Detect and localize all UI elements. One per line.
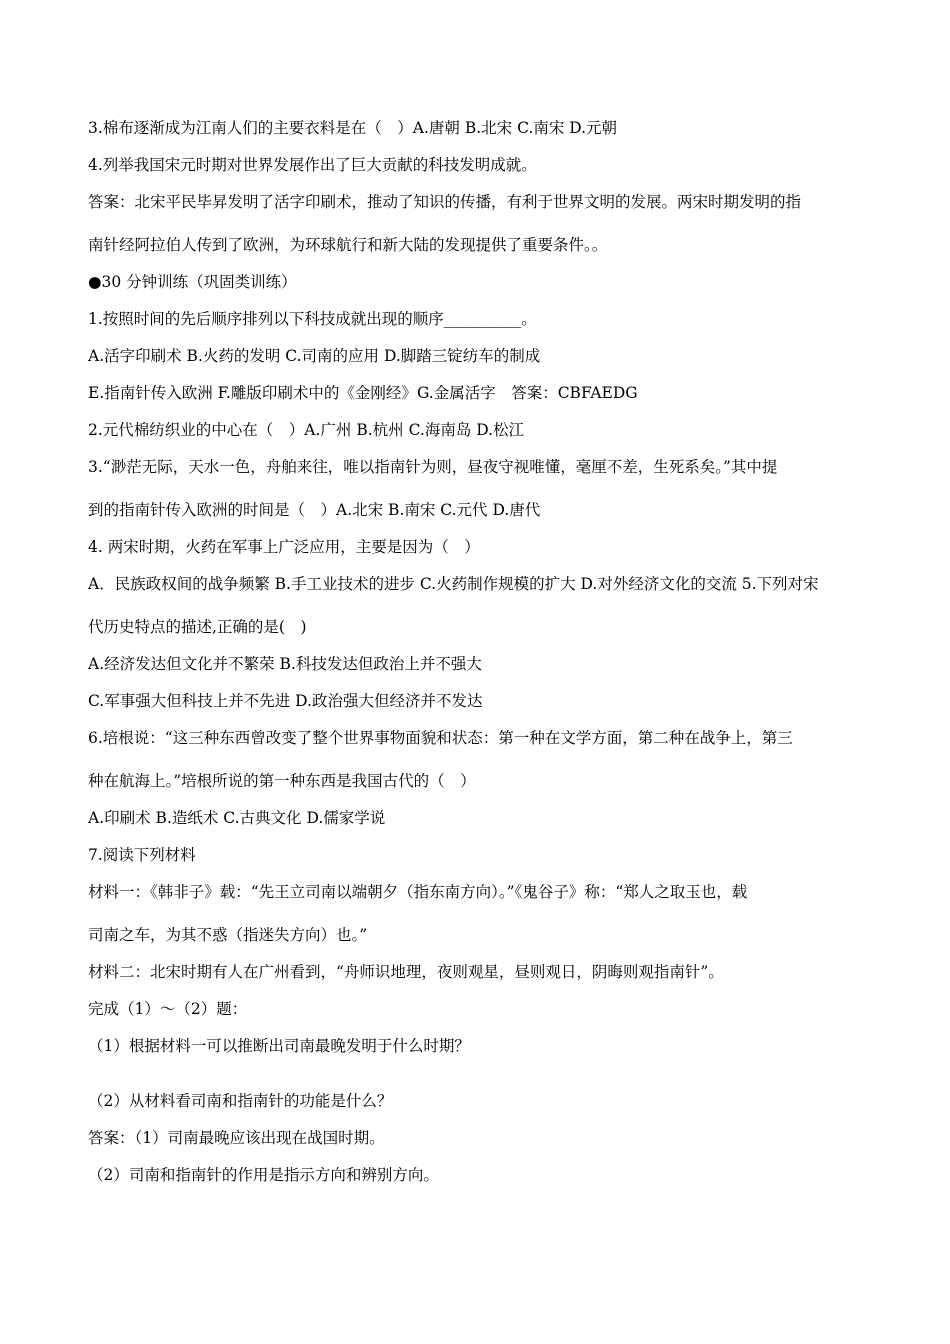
- answer-4-line-1: 答案：北宋平民毕昇发明了活字印刷术，推动了知识的传播，有利于世界文明的发展。两宋时期发明的指: [88, 193, 802, 211]
- training-question-6-line-2: 种在航海上。”培根所说的第一种东西是我国古代的（ ）: [88, 772, 476, 790]
- training-question-7: 7.阅读下列材料: [88, 846, 196, 864]
- training-question-5-options-a-b: A.经济发达但文化并不繁荣 B.科技发达但政治上并不强大: [88, 655, 482, 673]
- training-question-6-line-1: 6.培根说：“这三种东西曾改变了整个世界事物面貌和状态：第一种在文学方面，第二种在战争上，第三: [88, 729, 793, 747]
- answer-7-part-2: （2）司南和指南针的作用是指示方向和辨别方向。: [88, 1166, 439, 1184]
- answer-4-line-2: 南针经阿拉伯人传到了欧洲，为环球航行和新大陆的发现提供了重要条件。。: [88, 236, 608, 254]
- instruction-complete: 完成（1）～（2）题：: [88, 1000, 248, 1018]
- sub-question-1: （1）根据材料一可以推断出司南最晚发明于什么时期？: [88, 1037, 470, 1055]
- section-heading-30min-training: ●30 分钟训练（巩固类训练）: [88, 273, 297, 291]
- training-question-5: 代历史特点的描述,正确的是( ): [88, 618, 307, 636]
- training-question-3-line-1: 3.“渺茫无际，天水一色，舟舶来往，唯以指南针为则，昼夜守视唯懂，毫厘不差，生死系矣。”其中提: [88, 458, 778, 476]
- material-2: 材料二：北宋时期有人在广州看到，“舟师识地理，夜则观星，昼则观日，阴晦则观指南针”。: [88, 963, 724, 981]
- training-question-3-line-2: 到的指南针传入欧洲的时间是（ ）A.北宋 B.南宋 C.元代 D.唐代: [88, 501, 541, 519]
- training-question-4: 4. 两宋时期，火药在军事上广泛应用，主要是因为（ ）: [88, 538, 480, 556]
- document-page: [88, 118, 863, 1185]
- training-question-1-options-a-d: A.活字印刷术 B.火药的发明 C.司南的应用 D.脚踏三锭纺车的制成: [88, 347, 541, 365]
- material-1-line-1: 材料一：《韩非子》载：“先王立司南以端朝夕（指东南方向）。”《鬼谷子》称：“郑人之取玉也，载: [88, 883, 748, 901]
- training-question-5-options-c-d: C.军事强大但科技上并不先进 D.政治强大但经济并不发达: [88, 692, 483, 710]
- training-question-2: 2.元代棉纺织业的中心在（ ）A.广州 B.杭州 C.海南岛 D.松江: [88, 421, 525, 439]
- material-1-line-2: 司南之车，为其不惑（指迷失方向）也。”: [88, 926, 368, 944]
- training-question-1-options-e-g-answer: E.指南针传入欧洲 F.雕版印刷术中的《金刚经》G.金属活字 答案：CBFAEDG: [88, 384, 638, 402]
- training-question-4-options: A．民族政权间的战争频繁 B.手工业技术的进步 C.火药制作规模的扩大 D.对外经济文化的交流 5.下列对宋: [88, 575, 819, 593]
- training-question-1: 1.按照时间的先后顺序排列以下科技成就出现的顺序__________。: [88, 310, 537, 328]
- training-question-6-options: A.印刷术 B.造纸术 C.古典文化 D.儒家学说: [88, 809, 386, 827]
- sub-question-2: （2）从材料看司南和指南针的功能是什么？: [88, 1092, 393, 1110]
- question-4-list-inventions: 4.列举我国宋元时期对世界发展作出了巨大贡献的科技发明成就。: [88, 156, 537, 174]
- question-3-cotton: 3.棉布逐渐成为江南人们的主要衣料是在（ ）A.唐朝 B.北宋 C.南宋 D.元朝: [88, 119, 618, 137]
- answer-7-part-1: 答案：（1）司南最晚应该出现在战国时期。: [88, 1129, 385, 1147]
